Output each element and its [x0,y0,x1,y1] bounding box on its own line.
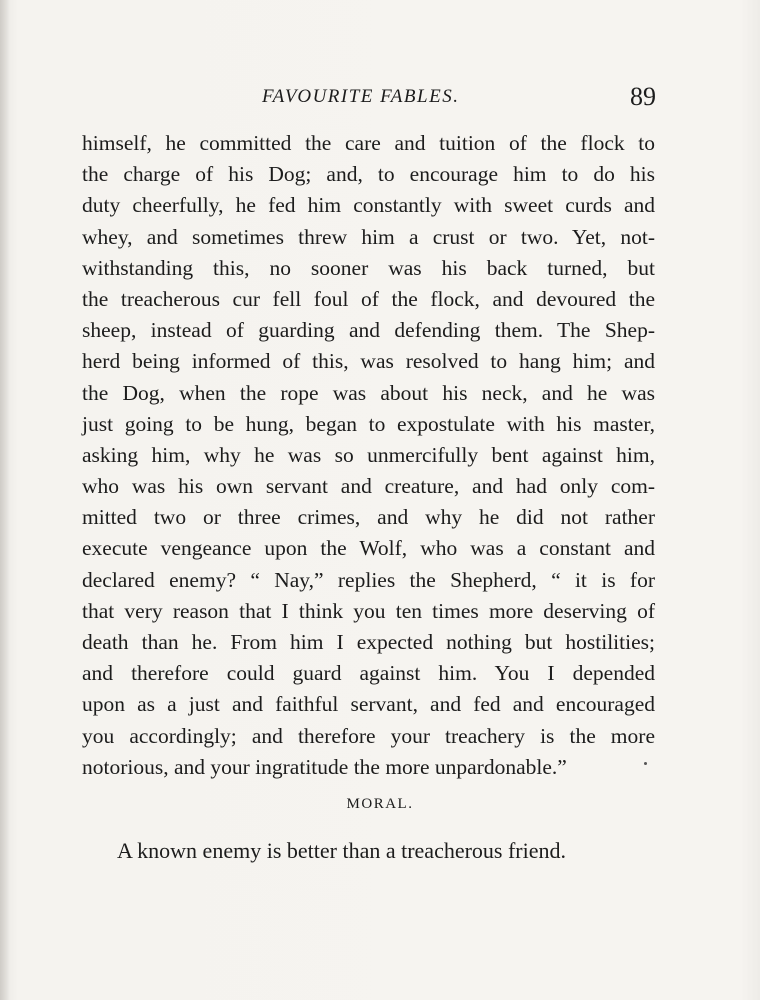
text-line: himself, he committed the care and tuition of the flock to [82,131,655,155]
page-gutter-shadow [0,0,10,1000]
text-line: you accordingly; and therefore your treachery is the more [82,723,655,748]
text-line: the charge of his Dog; and, to encourage him to do his [82,162,655,187]
text-line: who was his own servant and creature, and had only com- [82,474,655,499]
page-number: 89 [630,82,656,111]
text-line: withstanding this, no sooner was his back turned, but [82,255,655,280]
text-line: declared enemy? “ Nay,” replies the Shepherd, “ it is for [82,567,655,592]
text-line: asking him, why he was so unmercifully bent against him, [82,442,655,467]
running-head-title: FAVOURITE FABLES. [262,86,460,107]
text-line: death than he. From him I expected nothing but hostilities; [82,630,655,654]
text-line: just going to be hung, began to expostulate with his master, [82,411,655,436]
text-line: and therefore could guard against him. You I depended [82,661,655,686]
text-line: whey, and sometimes threw him a crust or two. Yet, not- [82,224,655,249]
text-line: mitted two or three crimes, and why he did not rather [82,505,655,530]
moral-text: A known enemy is better than a treacherous friend. [117,838,567,863]
text-line: notorious, and your ingratitude the more unpardonable.” [82,754,567,779]
text-line: duty cheerfully, he fed him constantly with sweet curds and [82,193,655,218]
ink-speck [644,762,647,765]
text-line: the treacherous cur fell foul of the flock, and devoured the [82,286,655,311]
text-line: upon as a just and faithful servant, and fed and encouraged [82,692,655,717]
text-line: that very reason that I think you ten times more deserving of [82,598,655,623]
text-line: herd being informed of this, was resolved to hang him; and [82,349,655,374]
text-line: execute vengeance upon the Wolf, who was a constant and [82,536,655,561]
text-line: the Dog, when the rope was about his neck, and he was [82,380,655,405]
body-paragraph [82,128,655,783]
moral-heading: MORAL. [346,796,414,812]
text-line: sheep, instead of guarding and defending them. The Shep- [82,318,655,343]
